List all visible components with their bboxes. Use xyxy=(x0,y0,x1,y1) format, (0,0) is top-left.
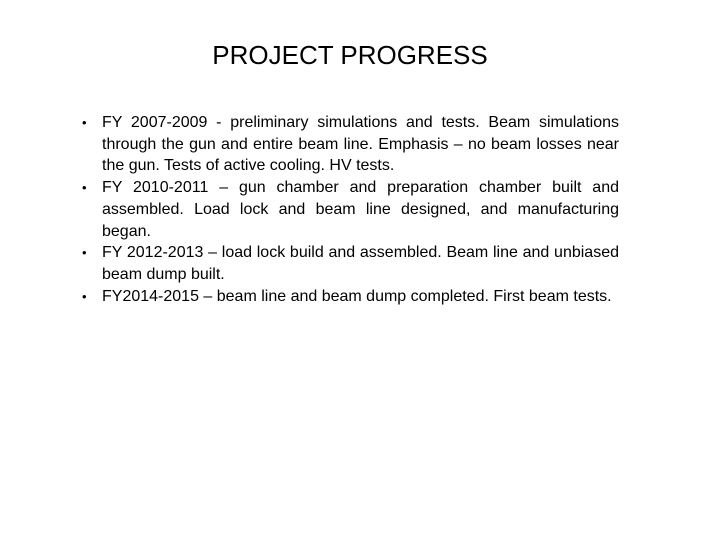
bullet-text: FY 2010-2011 – gun chamber and preparation chamber built and assembled. Load lock and beam line designed, and manufacturing began. xyxy=(102,179,619,240)
bullet-dot-icon: • xyxy=(82,288,87,304)
bullet-item xyxy=(82,112,619,177)
bullet-item xyxy=(82,177,619,242)
bullet-list xyxy=(82,112,619,307)
bullet-item xyxy=(82,242,619,285)
bullet-dot-icon: • xyxy=(82,245,87,261)
bullet-text: FY 2007-2009 - preliminary simulations and tests. Beam simulations through the gun and entire beam line. Emphasis – no beam losses near the gun. Tests of active cooling. HV tests. xyxy=(102,114,619,175)
bullet-dot-icon: • xyxy=(82,115,87,130)
slide-title: PROJECT PROGRESS xyxy=(212,40,488,70)
bullet-text: FY2014-2015 – beam line and beam dump completed. First beam tests. xyxy=(102,287,612,305)
bullet-dot-icon: • xyxy=(82,180,87,196)
bullet-item xyxy=(82,286,619,308)
bullet-text: FY 2012-2013 – load lock build and assembled. Beam line and unbiased beam dump built. xyxy=(102,244,619,283)
